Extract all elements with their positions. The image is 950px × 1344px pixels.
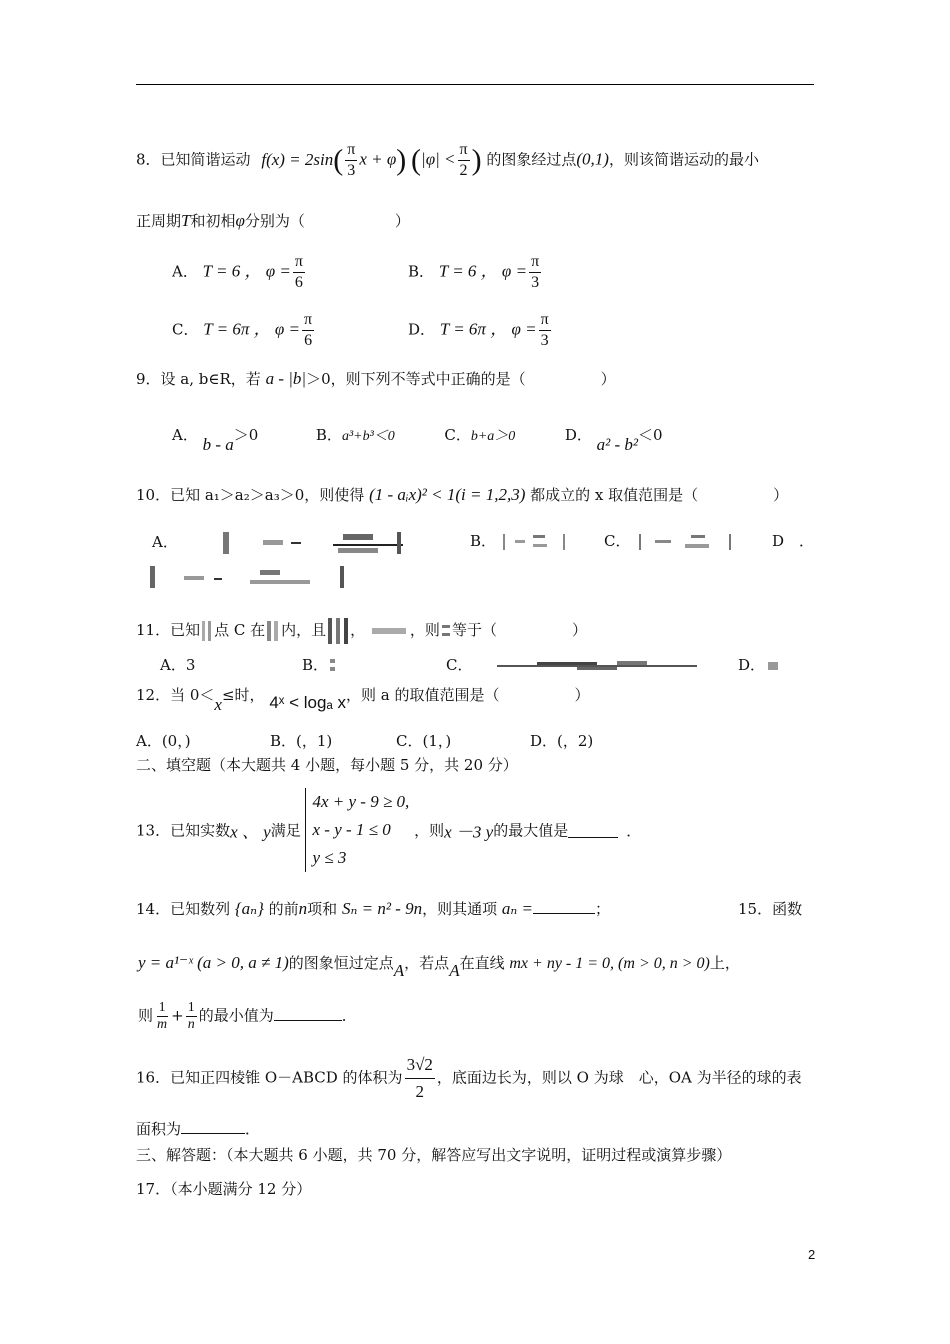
q8-a-frac — [293, 252, 305, 293]
q8-b-frac — [529, 252, 541, 293]
q11-garbled-4 — [370, 624, 410, 638]
q11-line1 — [136, 616, 587, 646]
q15-point-a2: A — [449, 961, 460, 980]
q9-text2: ＞0，则下列不等式中正确的是（ ） — [306, 370, 616, 388]
q16-text3: 面积为 — [136, 1120, 182, 1138]
q8-b-den: 3 — [531, 274, 540, 291]
q9-d-expr: a² - b² — [596, 435, 639, 454]
q8-text6: 分别为（ ） — [244, 212, 410, 230]
q8-point: (0,1) — [576, 149, 609, 169]
q8-d-frac — [539, 310, 551, 351]
q14-text3: 项和 — [307, 900, 338, 918]
q16-frac-num: 3√2 — [405, 1052, 435, 1079]
q16-frac-den: 2 — [415, 1082, 424, 1101]
q10-a-garbled-formula — [183, 530, 403, 556]
section3-heading: 三、解答题：（本大题共 6 小题，共 70 分，解答应写出文字说明，证明过程或演算步骤） — [136, 1146, 732, 1164]
q15-frac-m — [155, 1000, 169, 1033]
q13-constraint-system — [305, 788, 409, 872]
q13-answer-blank[interactable] — [568, 823, 618, 838]
q8-option-c — [172, 310, 316, 351]
q11-garbled-5 — [440, 622, 452, 640]
q8-a-label: A． — [172, 262, 198, 281]
q14-an2: aₙ = — [501, 899, 534, 918]
q8-c-num: π — [302, 310, 314, 331]
q10-text1: 10．已知 a₁＞a₂＞a₃＞0，则使得 — [136, 486, 365, 504]
q8-cond: |φ| < — [421, 149, 456, 169]
q8-T: T — [181, 211, 191, 230]
q12-option-d — [530, 730, 593, 751]
section2-heading: 二、填空题（本大题共 4 小题，每小题 5 分，共 20 分） — [136, 756, 518, 774]
q15-text6: 则 — [138, 1006, 154, 1025]
q15-text4: 在直线 — [459, 954, 505, 972]
q8-phi: φ — [235, 211, 245, 230]
q16-answer-blank[interactable] — [181, 1119, 245, 1134]
q15-frac-m-den: m — [157, 1017, 168, 1032]
q9-c-text: b+a＞0 — [470, 429, 516, 444]
q15-text2: 的图象恒过定点 — [288, 954, 394, 972]
q11-c-label: C． — [446, 656, 473, 674]
q14-text4: ，则其通项 — [422, 900, 498, 918]
q11-d-label: D． — [738, 656, 766, 674]
q15-text1: 15．函数 — [738, 900, 803, 918]
q9-a-label: A． — [172, 426, 198, 444]
q11-garbled-1 — [200, 619, 214, 643]
q15-text7: 的最小值为 — [198, 1006, 274, 1025]
q8-frac2-num: π — [458, 140, 470, 161]
q8-b-label: B． — [408, 262, 435, 281]
q15-frac-n-num: 1 — [187, 1000, 195, 1015]
q8-a-den: 6 — [294, 274, 303, 291]
q16-end: ． — [245, 1120, 261, 1138]
q11-option-b — [302, 654, 338, 675]
q8-b-num: π — [529, 252, 541, 273]
q10-text2: 都成立的 x 取值范围是（ ） — [530, 486, 789, 504]
q11-garbled-2 — [265, 619, 281, 643]
q14-text2: 的前 — [268, 900, 299, 918]
q14-end: ； — [595, 900, 611, 918]
q8-d-label: D． — [408, 320, 436, 339]
q11-text1: 11．已知 — [136, 621, 201, 639]
q16-text1: 16．已知正四棱锥 O－ABCD 的体积为 — [136, 1068, 403, 1087]
q11-text3: 内，且 — [281, 621, 327, 639]
q8-func: f(x) = 2sin — [261, 149, 334, 169]
q8-number: 8． — [136, 150, 161, 169]
q9-line1 — [136, 368, 616, 389]
q8-a-expr: T = 6 ， φ = — [202, 261, 291, 281]
q13-text1: 13．已知实数 — [136, 821, 231, 840]
q15-line2 — [138, 952, 740, 980]
q11-option-c — [446, 654, 697, 675]
q8-paren-left: ( — [333, 143, 344, 177]
q12-option-c — [396, 730, 451, 751]
q8-c-label: C． — [172, 320, 199, 339]
q14-sn: Sₙ = n² - 9n — [341, 899, 423, 918]
q8-cond-right: ) — [471, 143, 482, 177]
q8-line1 — [136, 140, 759, 181]
q12-b-text: B．(，1) — [270, 732, 333, 750]
q13-sys3: y ≤ 3 — [312, 848, 347, 867]
q11-c-garbled — [477, 658, 697, 674]
q15-plus: + — [171, 1006, 184, 1025]
q15-heading — [738, 898, 802, 919]
header-rule — [136, 84, 814, 85]
q8-c-expr: T = 6π ， φ = — [203, 319, 301, 339]
q12-text2: ≤时， — [221, 686, 265, 704]
q8-d-den: 3 — [540, 332, 549, 349]
q15-frac-n-den: n — [187, 1017, 195, 1032]
q12-d-text: D．(，2) — [530, 732, 594, 750]
q8-option-b — [408, 252, 543, 293]
q9-d-label: D． — [564, 426, 592, 444]
q13-sys2: x - y - 1 ≤ 0 — [312, 820, 391, 839]
q12-line1 — [136, 684, 590, 714]
q10-option-d — [772, 530, 814, 551]
q12-x: x — [214, 695, 222, 714]
q16-text2: ，底面边长为，则以 O 为球 心，OA 为半径的球的表 — [436, 1068, 802, 1087]
q9-d-tail: ＜0 — [638, 426, 663, 444]
q13-end: ． — [626, 821, 642, 840]
q15-text3: ，若点 — [404, 954, 450, 972]
q13-xy: x 、 y — [230, 822, 271, 842]
q12-a-text: A．(0，) — [136, 732, 191, 750]
q8-c-den: 6 — [304, 332, 313, 349]
q15-point-a1: A — [393, 961, 405, 980]
q8-text2: 的图象经过点 — [486, 150, 577, 169]
q8-option-a — [172, 252, 307, 293]
q17-heading: 17．（本小题满分 12 分） — [136, 1180, 312, 1198]
q10-d-label: D ． — [772, 532, 815, 550]
q15-end: ． — [341, 1006, 357, 1025]
q12-text3: ，则 a 的取值范围是（ ） — [345, 686, 590, 704]
q12-option-b — [270, 730, 332, 751]
q10-b-label: B． — [470, 532, 497, 550]
q11-b-garbled — [328, 657, 338, 675]
q15-text5: 上， — [709, 954, 740, 972]
q13-text3: ，则 — [414, 821, 445, 840]
q8-option-d — [408, 310, 553, 351]
q12-ineq: 4ˣ < logₐ x — [269, 693, 346, 712]
q11-a-text: A．3 — [160, 656, 196, 674]
q10-c-garbled-formula — [635, 532, 735, 552]
q15-line3 — [138, 1000, 357, 1033]
q16-volume-frac — [405, 1052, 435, 1105]
q15-line-eq: mx + ny - 1 = 0, (m > 0, n > 0) — [509, 955, 710, 972]
q8-d-num: π — [539, 310, 551, 331]
q14-an: {aₙ} — [234, 899, 264, 918]
q8-a-num: π — [293, 252, 305, 273]
q8-d-expr: T = 6π ， φ = — [439, 319, 537, 339]
q9-c-label: C． — [444, 426, 471, 444]
q13-block — [136, 788, 641, 872]
q8-cond-left: ( — [411, 143, 422, 177]
q8-line2 — [136, 210, 410, 231]
q8-frac-pi2 — [458, 140, 470, 181]
q9-b-label: B． — [315, 426, 342, 444]
q16-line2 — [136, 1118, 260, 1139]
q8-text4: 正周期 — [136, 212, 182, 230]
q8-text3: ，则该简谐运动的最小 — [608, 150, 759, 169]
q14-line — [136, 898, 610, 919]
q13-text4: 的最大值是 — [493, 821, 569, 840]
q10-line1 — [136, 484, 788, 505]
q11-option-d — [738, 654, 781, 675]
q13-objective: x －3 y — [444, 822, 494, 842]
q8-xphi: x + φ — [359, 149, 397, 169]
q11-text5: ，则 — [409, 621, 440, 639]
q9-b-text: a³+b³＜0 — [341, 429, 395, 444]
q8-frac-pi3 — [345, 140, 357, 181]
q13-sys1: 4x + y - 9 ≥ 0, — [312, 792, 410, 811]
q8-frac-den: 3 — [347, 162, 356, 179]
q10-d-garbled-formula — [150, 566, 350, 588]
q10-option-a — [152, 530, 403, 556]
q9-a-expr: b - a — [202, 435, 234, 454]
q15-answer-blank[interactable] — [274, 1006, 342, 1021]
q9-options — [172, 424, 663, 454]
q8-c-frac — [302, 310, 314, 351]
q9-text1: 9．设 a, b∈R，若 — [136, 370, 261, 388]
q8-b-expr: T = 6 ， φ = — [438, 261, 528, 281]
q11-b-label: B． — [302, 656, 329, 674]
q11-d-garbled — [765, 658, 781, 674]
q14-answer-blank[interactable] — [533, 899, 595, 914]
q10-b-garbled-formula — [501, 532, 571, 552]
q11-text6: 等于（ ） — [451, 621, 587, 639]
q8-paren-right: ) — [396, 143, 407, 177]
q10-c-label: C． — [604, 532, 631, 550]
q12-c-text: C．(1，) — [396, 732, 452, 750]
q11-text4: ， — [350, 621, 366, 639]
q14-n: n — [298, 899, 308, 918]
q8-frac2-den: 2 — [459, 162, 468, 179]
q14-text1: 14．已知数列 — [136, 900, 231, 918]
q16-line1 — [136, 1052, 802, 1105]
q9-cond: a - |b| — [265, 369, 307, 388]
q11-garbled-3 — [326, 616, 350, 646]
q8-text5: 和初相 — [190, 212, 236, 230]
q10-a-label: A． — [152, 533, 178, 551]
q8-frac-num: π — [345, 140, 357, 161]
q10-option-b — [470, 530, 571, 552]
q9-a-tail: ＞0 — [233, 426, 259, 444]
q10-option-c — [604, 530, 735, 552]
q12-option-a — [136, 730, 191, 751]
q8-text1: 已知简谐运动 — [160, 150, 251, 169]
q11-option-a — [160, 654, 195, 675]
q12-text1: 12．当 0＜ — [136, 686, 215, 704]
q15-func: y = a¹⁻ˣ (a > 0, a ≠ 1) — [138, 953, 289, 972]
q13-text2: 满足 — [270, 821, 301, 840]
q11-text2: 点 C 在 — [214, 621, 266, 639]
q15-frac-n — [186, 1000, 197, 1033]
q10-expr: (1 - aᵢx)² < 1(i = 1,2,3) — [369, 485, 526, 504]
q15-frac-m-num: 1 — [158, 1000, 166, 1015]
page-number: 2 — [808, 1247, 816, 1262]
